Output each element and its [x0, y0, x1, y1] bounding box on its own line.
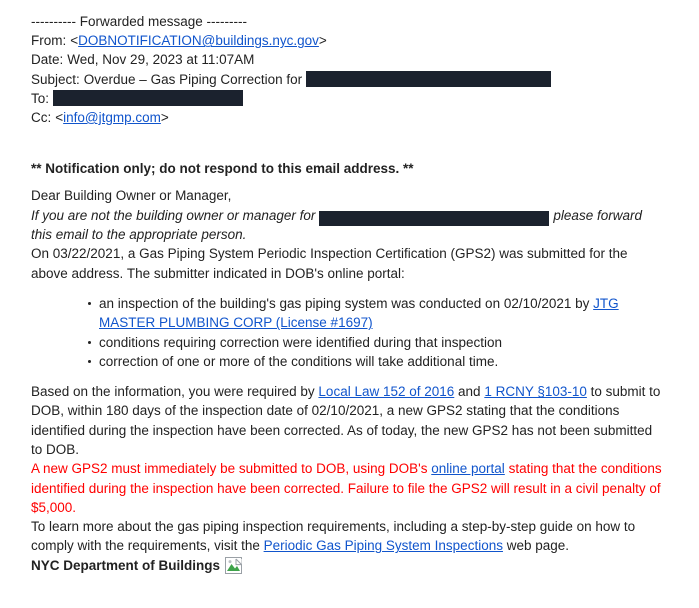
penalty-warning-paragraph [31, 459, 663, 517]
list-item [88, 294, 663, 333]
from-bracket-close: > [318, 33, 327, 49]
warning-segment-2: stating that the conditions identified during the inspection have been corrected. Failure to file the GPS2 will result in a civil penalty of $5,000. [31, 461, 662, 515]
online-portal-link[interactable]: online portal [431, 461, 505, 477]
salutation: Dear Building Owner or Manager, [31, 188, 232, 204]
header-row-date [31, 50, 699, 69]
cc-bracket-open: < [55, 109, 64, 125]
list-item [88, 333, 663, 352]
to-label: To: [31, 90, 50, 106]
bullet-2-text: conditions requiring correction were identified during that inspection [99, 334, 502, 350]
header-row-subject [31, 70, 699, 89]
requirement-paragraph [31, 382, 663, 459]
address-redaction-bar [319, 211, 549, 226]
jtg-master-plumbing-link[interactable]: JTG MASTER PLUMBING CORP (License #1697) [99, 295, 619, 331]
rcny-103-10-link[interactable]: 1 RCNY §103-10 [484, 384, 587, 400]
subject-value: Overdue – Gas Piping Correction for [83, 71, 303, 87]
from-label: From: [31, 33, 67, 49]
warning-segment-1: A new GPS2 must immediately be submitted to DOB, using DOB's [31, 461, 432, 477]
date-label: Date: [31, 52, 64, 68]
header-body-spacer [31, 127, 699, 159]
forwarded-message-banner: ---------- Forwarded message --------- [31, 14, 247, 29]
subject-redaction-bar [306, 71, 551, 87]
requirement-segment-1: Based on the information, you were required by [31, 384, 319, 400]
local-law-152-link[interactable]: Local Law 152 of 2016 [318, 384, 455, 400]
forward-request-part1: If you are not the building owner or manager for [31, 207, 316, 223]
signature-line [31, 556, 663, 575]
from-email-link[interactable]: DOBNOTIFICATION@buildings.nyc.gov [78, 33, 319, 49]
learn-more-paragraph [31, 517, 663, 556]
notification-only-notice: ** Notification only; do not respond to this email address. ** [31, 161, 414, 177]
forward-request-paragraph [31, 206, 663, 245]
forward-request-part2: please forward this email to the appropriate person. [31, 207, 642, 243]
email-header-block [31, 12, 699, 127]
bullet-3-text: correction of one or more of the conditions will take additional time. [99, 353, 499, 369]
spacer-after-notice [31, 178, 699, 186]
cc-email-link[interactable]: info@jtgmp.com [63, 109, 161, 125]
intro-paragraph: On 03/22/2021, a Gas Piping System Periodic Inspection Certification (GPS2) was submitted for the above address. The submitter indicated in DOB's online portal: [31, 246, 628, 281]
submitter-indication-list [31, 294, 663, 371]
header-row-cc [31, 108, 699, 127]
learn-more-segment-1: To learn more about the gas piping inspection requirements, including a step-by-step guide on how to comply with the requirements, visit the [31, 519, 636, 554]
cc-label: Cc: [31, 109, 52, 125]
requirement-segment-3: to submit to DOB, within 180 days of the inspection date of 02/10/2021, a new GPS2 stating that the conditions identified during the inspection have been corrected. As of today, the new GPS2 has not been submitted to DOB. [31, 384, 661, 457]
list-item [88, 352, 663, 371]
signature-text: NYC Department of Buildings [31, 557, 221, 573]
to-redaction-bar [53, 90, 243, 106]
header-row-to [31, 89, 699, 108]
broken-image-icon [225, 557, 242, 574]
date-value: Wed, Nov 29, 2023 at 11:07AM [67, 52, 255, 68]
header-row-from [31, 31, 699, 50]
periodic-gas-piping-inspections-link[interactable]: Periodic Gas Piping System Inspections [263, 538, 503, 554]
from-bracket-open: < [70, 33, 79, 49]
cc-bracket-close: > [160, 109, 169, 125]
requirement-segment-2: and [454, 384, 485, 400]
bullet-1-text: an inspection of the building's gas piping system was conducted on 02/10/2021 by [99, 295, 594, 311]
subject-label: Subject: [31, 71, 80, 87]
spacer-before-bullets [31, 283, 699, 294]
spacer-after-bullets [31, 371, 699, 382]
learn-more-segment-2: web page. [502, 538, 570, 554]
